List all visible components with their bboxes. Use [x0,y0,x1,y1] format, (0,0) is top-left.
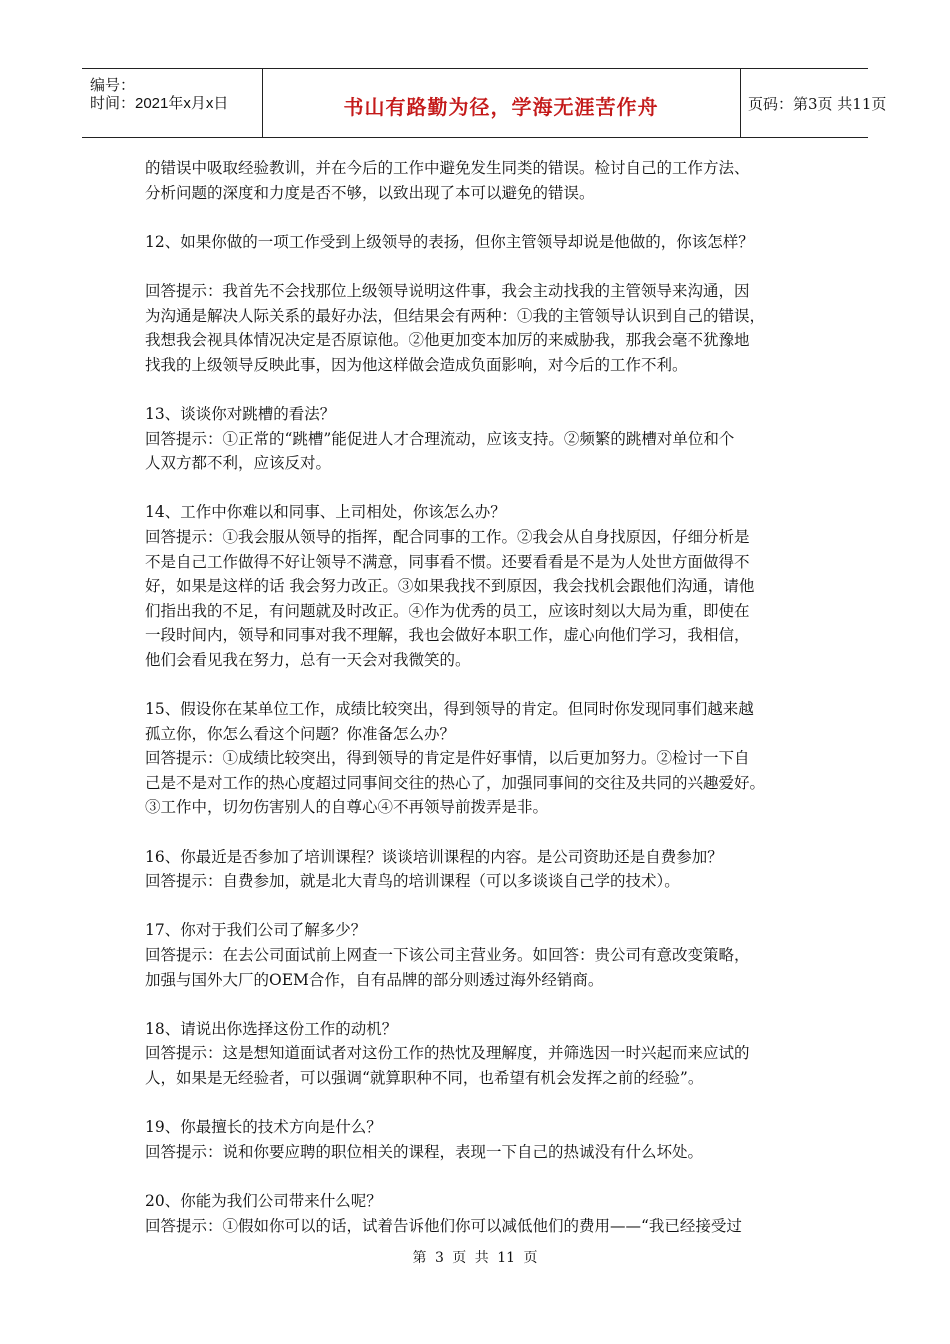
text-line: 为沟通是解决人际关系的最好办法，但结果会有两种：①我的主管领导认识到自己的错误， [145,306,766,325]
text-line: 15、假设你在某单位工作，成绩比较突出，得到领导的肯定。但同时你发现同事们越来越 [145,700,754,719]
text-line: 17、你对于我们公司了解多少？ [145,921,367,940]
paragraph-spacer [145,992,805,1017]
text-line: 的错误中吸取经验教训，并在今后的工作中避免发生同类的错误。检讨自己的工作方法、 [145,159,750,177]
text-line: 19、你最擅长的技术方向是什么？ [145,1118,382,1137]
text-line: 18、请说出你选择这份工作的动机？ [145,1019,398,1038]
text-line: 16、你最近是否参加了培训课程？谈谈培训课程的内容。是公司资助还是自费参加？ [145,847,723,866]
document-number-label: 编号： [90,77,136,94]
document-date-label: 时间：2021年x月x日 [90,95,229,112]
text-line: 不是自己工作做得不好让领导不满意，同事看不惯。还要看看是不是为人处世方面做得不 [145,552,750,571]
header-motto: 书山有路勤为径，学海无涯苦作舟 [343,95,659,119]
text-line: 分析问题的深度和力度是否不够，以致出现了本可以避免的错误。 [145,183,595,202]
text-line: 13、谈谈你对跳槽的看法？ [145,404,336,423]
header-meta [82,69,263,137]
paragraph-spacer [145,254,805,279]
text-line: 人，如果是无经验者，可以强调“就算职种不同，也希望有机会发挥之前的经验”。 [145,1068,704,1087]
paragraph-spacer [145,377,805,402]
header-motto-cell [262,69,741,137]
page-header [82,68,887,138]
text-line: 回答提示：①正常的“跳槽”能促进人才合理流动，应该支持。②频繁的跳槽对单位和个 [145,429,735,448]
header-page-info: 页码：第3页 共11页 [748,95,887,113]
text-line: 好，如果是这样的话 我会努力改正。③如果我找不到原因，我会找机会跟他们沟通，请他 [145,577,755,596]
text-line: 找我的上级领导反映此事，因为他这样做会造成负面影响，对今后的工作不利。 [145,355,688,374]
paragraph-spacer [145,476,805,501]
text-line: 14、工作中你难以和同事、上司相处，你该怎么办？ [145,503,506,522]
text-line: 一段时间内，领导和同事对我不理解，我也会做好本职工作，虚心向他们学习，我相信， [145,626,750,645]
page-footer: 第 3 页 共 11 页 [412,1250,538,1266]
paragraph-spacer [145,1091,805,1116]
text-line: 人双方都不利，应该反对。 [145,454,332,473]
text-line: 回答提示：说和你要应聘的职位相关的课程，表现一下自己的热诚没有什么坏处。 [145,1142,704,1161]
text-line: 我想我会视具体情况决定是否原谅他。②他更加变本加厉的来威胁我，那我会毫不犹豫地 [145,331,750,350]
text-line: 回答提示：自费参加，就是北大青鸟的培训课程（可以多谈谈自己学的技术）。 [145,872,680,891]
text-line: 们指出我的不足，有问题就及时改正。④作为优秀的员工，应该时刻以大局为重，即使在 [145,601,750,620]
header-page-cell [740,69,887,137]
text-line: ③工作中，切勿伤害别人的自尊心④不再领导前拨弄是非。 [145,798,549,817]
text-line: 12、如果你做的一项工作受到上级领导的表扬，但你主管领导却说是他做的，你该怎样？ [145,232,754,251]
paragraph-spacer [145,672,805,697]
text-line: 回答提示：我首先不会找那位上级领导说明这件事，我会主动找我的主管领导来沟通，因 [145,281,750,300]
paragraph-spacer [145,205,805,230]
text-line: 孤立你，你怎么看这个问题？你准备怎么办？ [145,724,456,743]
text-line: 他们会看见我在努力，总有一天会对我微笑的。 [145,650,471,669]
text-line: 回答提示：这是想知道面试者对这份工作的热忱及理解度，并筛选因一时兴起而来应试的 [145,1044,750,1063]
text-line: 回答提示：①我会服从领导的指挥，配合同事的工作。②我会从自身找原因，仔细分析是 [145,527,750,546]
text-line: 己是不是对工作的热心度超过同事间交往的热心了，加强同事间的交往及共同的兴趣爱好。 [145,773,766,792]
paragraph-spacer [145,820,805,845]
text-line: 加强与国外大厂的OEM合作，自有品牌的部分则透过海外经销商。 [145,970,604,989]
text-line: 回答提示：在去公司面试前上网查一下该公司主营业务。如回答：贵公司有意改变策略， [145,946,750,964]
text-line: 20、你能为我们公司带来什么呢？ [145,1191,382,1210]
text-line: 回答提示：①成绩比较突出，得到领导的肯定是件好事情，以后更加努力。②检讨一下自 [145,749,750,768]
paragraph-spacer [145,1164,805,1189]
paragraph-spacer [145,894,805,919]
document-body [145,156,805,1238]
text-line: 回答提示：①假如你可以的话，试着告诉他们你可以减低他们的费用——“我已经接受过 [145,1216,742,1235]
